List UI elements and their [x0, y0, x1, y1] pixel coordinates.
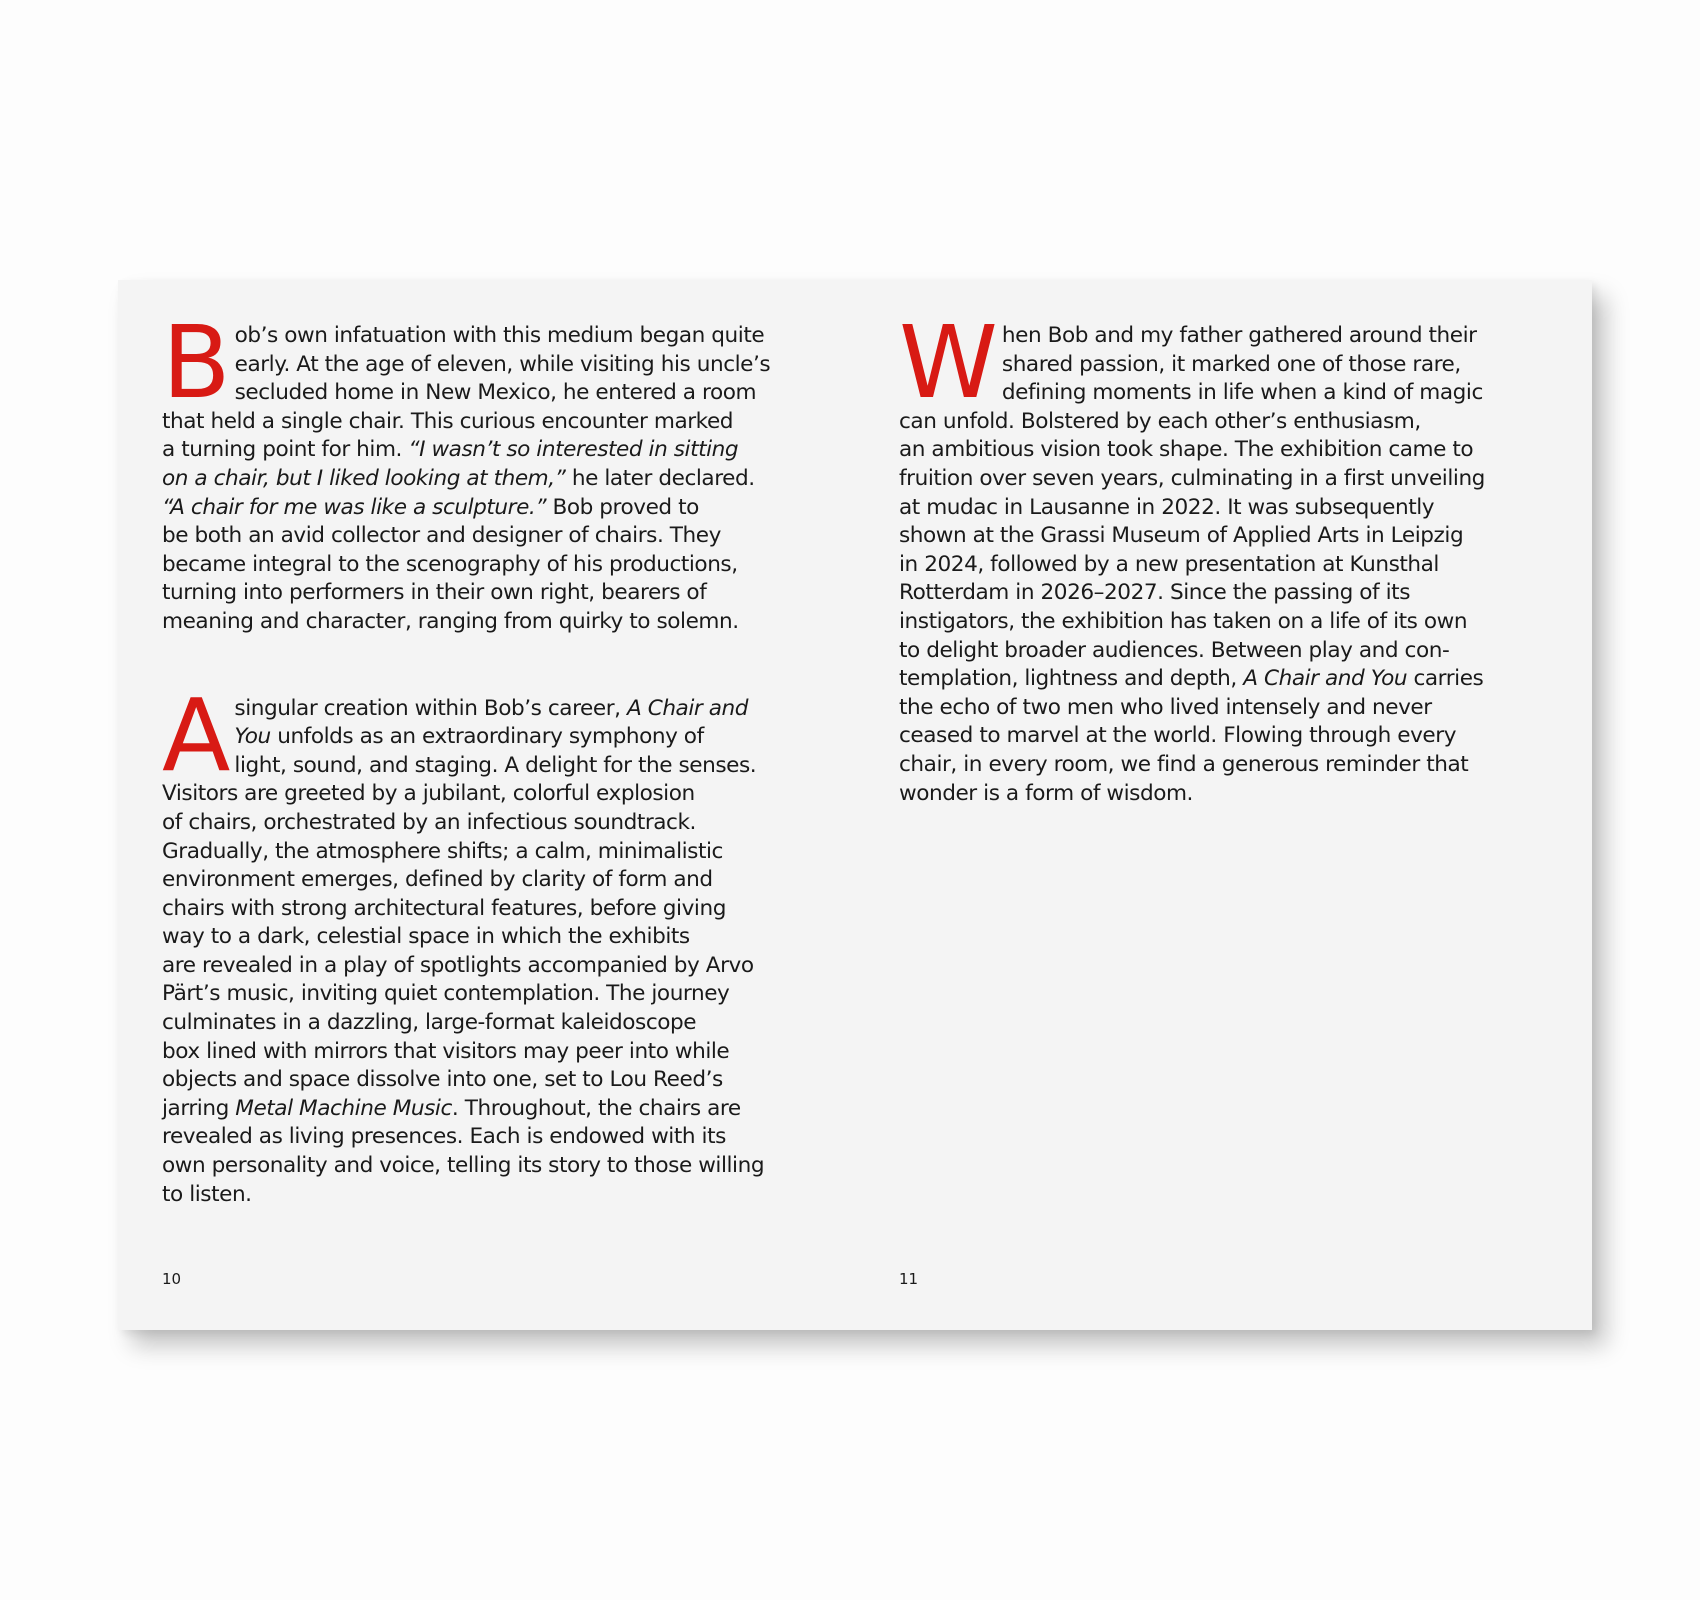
text-line: box lined with mirrors that visitors may peer into while — [162, 1038, 730, 1064]
drop-cap-b: B — [162, 304, 229, 421]
text-line: hen Bob and my father gathered around their — [1001, 323, 1477, 348]
text-line: light, sound, and staging. A delight for the senses. — [234, 752, 757, 778]
text-line: chairs with strong architectural features, before giving — [162, 895, 726, 921]
right-paragraph-1 — [899, 304, 1559, 808]
text-line: Pärt’s music, inviting quiet contemplation. The journey — [162, 981, 730, 1007]
text-line: became integral to the scenography of his productions, — [162, 551, 738, 577]
text-line — [162, 465, 822, 494]
text-line: ob’s own infatuation with this medium began quite — [234, 323, 765, 348]
drop-cap-w: W — [899, 304, 994, 421]
text-segment: he later declared. — [565, 465, 755, 491]
title-segment: You — [234, 724, 271, 750]
text-line: shown at the Grassi Museum of Applied Arts in Leipzig — [899, 523, 1464, 549]
text-line — [162, 695, 822, 724]
text-line: are revealed in a play of spotlights accompanied by Arvo — [162, 952, 754, 978]
text-line: can unfold. Bolstered by each other’s enthusiasm, — [899, 408, 1421, 434]
left-paragraph-2 — [162, 676, 822, 1210]
paragraph-gap — [162, 637, 822, 695]
text-line: environment emerges, defined by clarity of form and — [162, 867, 713, 893]
drop-cap-a: A — [162, 676, 229, 794]
text-line: ceased to marvel at the world. Flowing through every — [899, 723, 1457, 749]
text-line: the echo of two men who lived intensely and never — [899, 694, 1432, 720]
left-page-text — [162, 304, 822, 1209]
title-segment: Metal Machine Music — [235, 1095, 452, 1121]
text-line: chair, in every room, we find a generous reminder that — [899, 751, 1469, 777]
text-line: turning into performers in their own right, bearers of — [162, 580, 707, 606]
text-line: revealed as living presences. Each is endowed with its — [162, 1124, 726, 1150]
left-paragraph-1 — [162, 304, 822, 637]
text-segment: jarring — [162, 1095, 236, 1121]
text-line: fruition over seven years, culminating in a first unveiling — [899, 465, 1485, 491]
title-segment: A Chair and — [626, 695, 749, 721]
text-segment: carries — [1407, 666, 1484, 692]
text-line: instigators, the exhibition has taken on a life of its own — [899, 608, 1468, 634]
text-line: that held a single chair. This curious encounter marked — [162, 408, 734, 434]
text-line: at mudac in Lausanne in 2022. It was subsequently — [899, 494, 1435, 520]
text-line: meaning and character, ranging from quirky to solemn. — [162, 608, 739, 634]
text-line: Gradually, the atmosphere shifts; a calm, minimalistic — [162, 838, 723, 864]
text-line — [162, 1095, 822, 1124]
quote-segment: on a chair, but I liked looking at them,” — [162, 465, 566, 491]
text-line: way to a dark, celestial space in which the exhibits — [162, 924, 690, 950]
text-line: own personality and voice, telling its story to those willing — [162, 1153, 765, 1179]
text-line — [162, 436, 822, 465]
text-segment: . Throughout, the chairs are — [451, 1095, 741, 1121]
book-spread — [118, 280, 1592, 1330]
text-segment: templation, lightness and depth, — [899, 666, 1244, 692]
text-line: to delight broader audiences. Between play and con- — [899, 637, 1450, 663]
text-line: culminates in a dazzling, large-format kaleidoscope — [162, 1010, 697, 1036]
text-line: early. At the age of eleven, while visiting his uncle’s — [234, 351, 771, 377]
page-number-right: 11 — [899, 1270, 919, 1288]
text-line: objects and space dissolve into one, set to Lou Reed’s — [162, 1067, 723, 1093]
text-line: to listen. — [162, 1181, 252, 1207]
text-segment: Bob proved to — [546, 494, 699, 520]
text-line: of chairs, orchestrated by an infectious soundtrack. — [162, 809, 696, 835]
text-line: shared passion, it marked one of those rare, — [1001, 351, 1461, 377]
title-segment: A Chair and You — [1243, 666, 1408, 692]
text-line — [162, 723, 822, 752]
text-line: defining moments in life when a kind of magic — [1001, 380, 1483, 406]
quote-segment: “I wasn’t so interested in sitting — [408, 437, 739, 463]
text-line — [899, 665, 1559, 694]
text-segment: singular creation within Bob’s career, — [234, 695, 627, 721]
text-line: in 2024, followed by a new presentation at Kunsthal — [899, 551, 1439, 577]
text-segment: a turning point for him. — [162, 437, 409, 463]
text-line: wonder is a form of wisdom. — [899, 780, 1193, 806]
page-number-left: 10 — [162, 1270, 182, 1288]
text-line: an ambitious vision took shape. The exhibition came to — [899, 437, 1474, 463]
text-line: secluded home in New Mexico, he entered a room — [234, 380, 757, 406]
text-line: Visitors are greeted by a jubilant, colorful explosion — [162, 781, 695, 807]
text-line: Rotterdam in 2026–2027. Since the passing of its — [899, 580, 1410, 606]
quote-segment: “A chair for me was like a sculpture.” — [162, 494, 547, 520]
text-segment: unfolds as an extraordinary symphony of — [270, 724, 704, 750]
text-line: be both an avid collector and designer of chairs. They — [162, 523, 721, 549]
right-page-text — [899, 304, 1559, 808]
text-line — [162, 494, 822, 523]
